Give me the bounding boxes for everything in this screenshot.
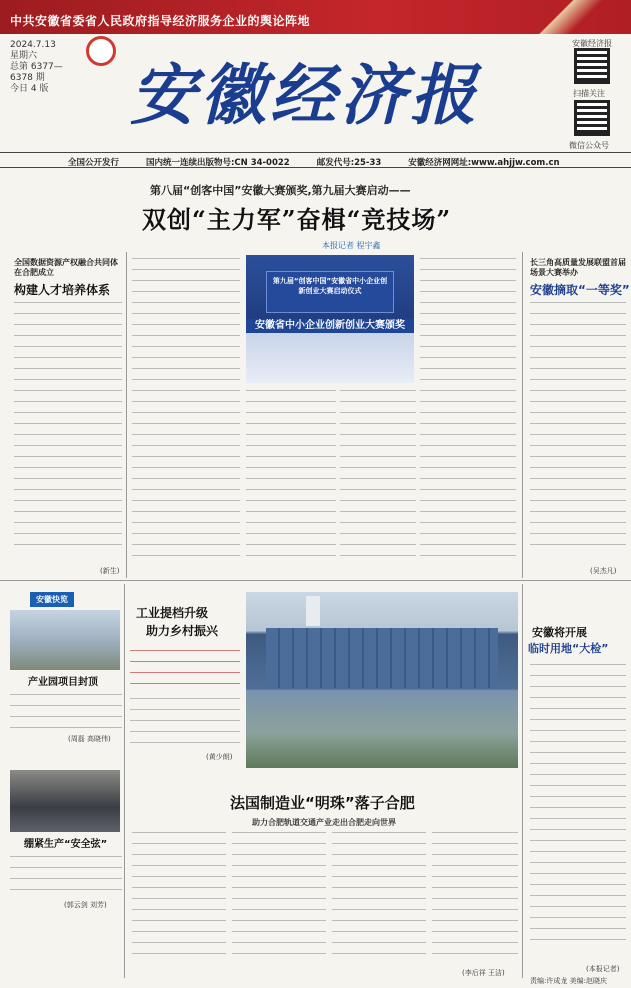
- right-story-kicker: 长三角高质量发展联盟首届场景大赛举办: [530, 258, 626, 277]
- lead-body-col3: [340, 390, 416, 568]
- issuance-text: 全国公开发行: [68, 158, 120, 168]
- brief1-title: 产业园项目封顶: [28, 677, 98, 688]
- lead-photo: [246, 255, 414, 383]
- brief2-title: 绷紧生产“安全弦”: [24, 839, 108, 850]
- issue-weekday: 星期六: [10, 51, 38, 61]
- bottom-body-col2: [232, 832, 326, 972]
- left-story-title: 构建人才培养体系: [14, 283, 111, 297]
- horizontal-rule: [0, 580, 631, 581]
- issue-date: 2024.7.13: [10, 40, 56, 50]
- bottom-body-col3: [332, 832, 426, 972]
- section-tab-anhui-brief: 安徽快览: [30, 592, 74, 607]
- right-story-body: [530, 302, 626, 564]
- banner-decoration: [511, 0, 631, 34]
- feature2-subtitle: 临时用地“大检”: [528, 642, 609, 655]
- tower-shape: [306, 596, 320, 626]
- brief2-photo: [10, 770, 120, 832]
- brief1-photo: [10, 610, 120, 670]
- industrial-park-photo: [246, 592, 518, 768]
- qr-label-2: 微信公众号: [569, 141, 609, 150]
- lead-byline: 本报记者 程宇鑫: [322, 241, 381, 250]
- masthead-title: 安徽经济报: [130, 56, 480, 134]
- feature2-author: (本报记者): [586, 965, 620, 973]
- brief2-author: (郭云剑 刘芳): [64, 901, 107, 909]
- qr-code-icon: [574, 100, 610, 136]
- right-story-author: (吴杰凡): [590, 567, 617, 575]
- bottom-body-col1: [132, 832, 226, 972]
- column-divider: [522, 252, 523, 578]
- left-story-body: [14, 302, 122, 564]
- photo-caption-band: 安徽省中小企业创新创业大赛颁奖: [246, 319, 414, 333]
- left-story-kicker: 全国数据资源产权融合共同体在合肥成立: [14, 258, 118, 277]
- feature2-title: 安徽将开展: [532, 626, 587, 639]
- column-divider: [126, 252, 127, 578]
- right-story-title: 安徽摘取“一等奖”: [530, 283, 630, 297]
- bottom-subheadline: 助力合肥轨道交通产业走出合肥走向世界: [252, 818, 396, 827]
- bottom-body-col4: [432, 832, 518, 972]
- brief1-body: [10, 694, 122, 734]
- bottom-author: (李后祥 王洁): [462, 969, 505, 977]
- photo-screen-text: 第九届“创客中国”安徽省中小企业创新创业大赛启动仪式: [266, 271, 394, 313]
- brief1-author: (周磊 高晓伟): [68, 735, 111, 743]
- lead-headline: 双创“主力军”奋楫“竞技场”: [142, 205, 452, 234]
- cn-number: 国内统一连续出版物号:CN 34-0022: [145, 158, 290, 168]
- issue-info: [10, 40, 80, 95]
- issue-number: 总第 6377—6378 期: [10, 62, 63, 83]
- column-divider: [124, 584, 125, 978]
- newspaper-logo: [86, 36, 116, 66]
- qr-code-icon: [574, 48, 610, 84]
- lead-body-col2: [246, 390, 336, 568]
- feature-title-2: 助力乡村振兴: [146, 624, 219, 638]
- website-text: 安徽经济网网址:www.ahjjw.com.cn: [408, 158, 560, 168]
- column-divider: [522, 584, 523, 978]
- issue-pages: 今日 4 版: [10, 84, 49, 94]
- lead-kicker: 第八届“创客中国”安徽大赛颁奖,第九届大赛启动——: [150, 184, 411, 197]
- feature-author: (黄少朗): [206, 753, 233, 761]
- feature2-body: [530, 664, 626, 964]
- top-banner: [0, 0, 631, 34]
- bottom-headline: 法国制造业“明珠”落子合肥: [230, 794, 415, 812]
- qr-label-title: 安徽经济报: [572, 39, 612, 48]
- factory-roofs: [266, 628, 498, 688]
- brief2-body: [10, 856, 122, 900]
- banner-text: 中共安徽省委省人民政府指导经济服务企业的舆论阵地: [10, 14, 311, 28]
- qr-label-1: 扫描关注: [573, 89, 605, 98]
- lead-body-col4: [420, 258, 516, 568]
- left-story-author: (新生): [100, 567, 120, 575]
- postal-code: 邮发代号:25-33: [316, 158, 382, 168]
- feature-body: [130, 698, 240, 754]
- feature-title-1: 工业提档升级: [136, 606, 209, 620]
- lead-body-col1: [132, 258, 240, 568]
- publication-info-line: [0, 152, 631, 168]
- editor-credit: 责编:许成龙 美编:赵晓庆: [530, 977, 607, 985]
